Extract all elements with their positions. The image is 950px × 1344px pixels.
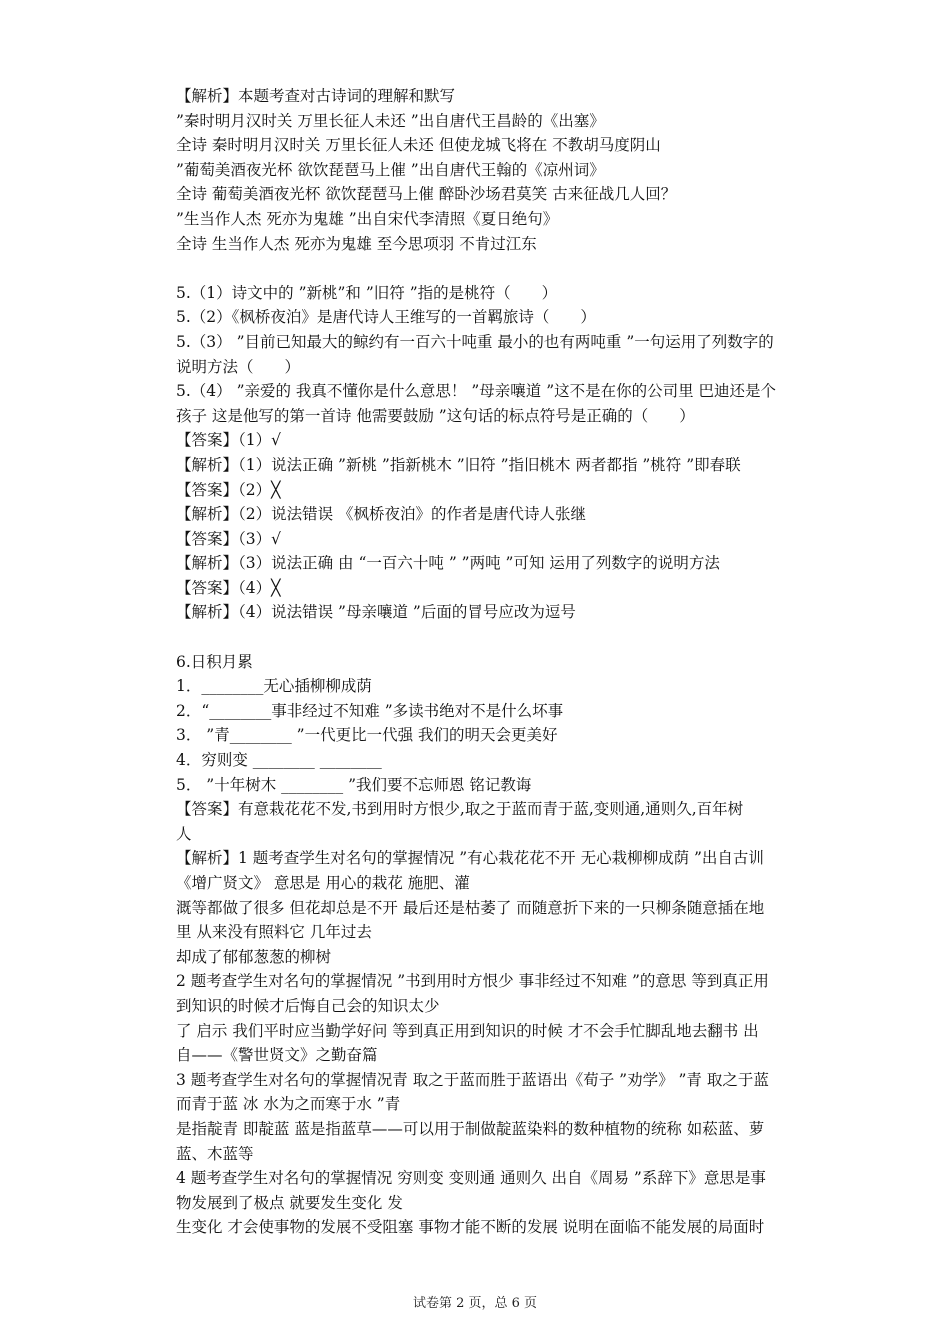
text-line: 里 从来没有照料它 几年过去: [176, 923, 372, 942]
text-line: 孩子 这是他写的第一首诗 他需要鼓励 ”这句话的标点符号是正确的（ ）: [176, 406, 695, 425]
text-line: 全诗 葡萄美酒夜光杯 欲饮琵琶马上催 醉卧沙场君莫笑 古来征战几人回？: [176, 185, 677, 204]
text-line: 蓝、木蓝等: [176, 1144, 254, 1163]
text-line: 【解析】（2）说法错误 《枫桥夜泊》的作者是唐代诗人张继: [176, 505, 587, 524]
text-line: 【答案】（2）╳: [176, 480, 281, 499]
text-line: 【答案】（1）√: [176, 431, 281, 450]
text-line: ”生当作人杰 死亦为鬼雄 ”出自宋代李清照《夏日绝句》: [176, 209, 559, 228]
text-line: 2．“________事非经过不知难 ”多读书绝对不是什么坏事: [176, 701, 564, 720]
text-line: 【解析】（4）说法错误 ”母亲嚷道 ”后面的冒号应改为逗号: [176, 603, 576, 622]
text-line: 溉等都做了很多 但花却总是不开 最后还是枯萎了 而随意折下来的一只柳条随意插在地: [176, 898, 765, 917]
text-line: 5． ”十年树木 ________ ”我们要不忘师恩 铭记教诲: [176, 775, 532, 794]
page-footer: 试卷第 2 页，总 6 页: [412, 1296, 538, 1311]
text-line: 2 题考查学生对名句的掌握情况 ”书到用时方恨少 事非经过不知难 ”的意思 等到真正用: [176, 972, 769, 991]
text-line: 自——《警世贤文》之勤奋篇: [176, 1046, 378, 1065]
text-line: ”葡萄美酒夜光杯 欲饮琵琶马上催 ”出自唐代王翰的《凉州词》: [176, 160, 605, 179]
poetry-analysis-section: [176, 84, 816, 256]
text-line: 物发展到了极点 就要发生变化 发: [176, 1193, 403, 1212]
text-line: ”秦时明月汉时关 万里长征人未还 ”出自唐代王昌龄的《出塞》: [176, 111, 605, 130]
text-line: 4 题考查学生对名句的掌握情况 穷则变 变则通 通则久 出自《周易 ”系辞下》意思是事: [176, 1169, 766, 1188]
text-line: 5.（4） ”亲爱的 我真不懂你是什么意思！ ”母亲嚷道 ”这不是在你的公司里 巴迪还是个: [176, 382, 777, 401]
question-5-section: [176, 281, 816, 625]
text-line: 《增广贤文》 意思是 用心的栽花 施肥、灌: [176, 874, 470, 892]
section-gap: [176, 625, 816, 650]
question-6-section: [176, 650, 816, 1240]
text-line: 却成了郁郁葱葱的柳树: [176, 947, 332, 966]
text-line: 全诗 生当作人杰 死亦为鬼雄 至今思项羽 不肯过江东: [176, 234, 537, 253]
text-line: 【答案】有意栽花花不发,书到用时方恨少,取之于蓝而青于蓝,变则通,通则久,百年树: [176, 800, 744, 819]
text-line: 说明方法（ ）: [176, 357, 301, 376]
text-line: 【解析】（3）说法正确 由 “一百六十吨 ” ”两吨 ”可知 运用了列数字的说明方法: [176, 554, 720, 573]
text-line: 了 启示 我们平时应当勤学好问 等到真正用到知识的时候 才不会手忙脚乱地去翻书 出: [176, 1021, 759, 1040]
text-line: 5.（1）诗文中的 ”新桃”和 ”旧符 ”指的是桃符（ ）: [176, 283, 558, 302]
text-line: 到知识的时候才后悔自己会的知识太少: [176, 996, 440, 1015]
text-line: 而青于蓝 冰 水为之而寒于水 ”青: [176, 1095, 401, 1114]
text-line: 【解析】本题考查对古诗词的理解和默写: [176, 87, 456, 105]
text-line: 是指靛青 即靛蓝 蓝是指蓝草——可以用于制做靛蓝染料的数种植物的统称 如菘蓝、萝: [176, 1119, 765, 1138]
page-content: [176, 84, 816, 1240]
text-line: 人: [176, 824, 192, 843]
text-line: 1．________无心插柳柳成荫: [176, 677, 372, 696]
text-line: 生变化 才会使事物的发展不受阻塞 事物才能不断的发展 说明在面临不能发展的局面时: [176, 1218, 765, 1237]
text-line: 3 题考查学生对名句的掌握情况青 取之于蓝而胜于蓝语出《荀子 ”劝学》 ”青 取之于蓝: [176, 1070, 769, 1089]
text-line: 全诗 秦时明月汉时关 万里长征人未还 但使龙城飞将在 不教胡马度阴山: [176, 136, 661, 155]
text-line: 6.日积月累: [176, 652, 253, 671]
text-line: 【答案】（4）╳: [176, 578, 281, 597]
text-line: 5.（2）《枫桥夜泊》是唐代诗人王维写的一首羁旅诗（ ）: [176, 308, 596, 327]
text-line: 【解析】1 题考查学生对名句的掌握情况 ”有心栽花花不开 无心栽柳柳成荫 ”出自古训: [176, 849, 764, 868]
text-line: 5.（3） ”目前已知最大的鲸约有一百六十吨重 最小的也有两吨重 ”一句运用了列数字的: [176, 332, 774, 351]
text-line: 【答案】（3）√: [176, 529, 281, 548]
section-gap: [176, 256, 816, 281]
text-line: 【解析】（1）说法正确 ”新桃 ”指新桃木 ”旧符 ”指旧桃木 两者都指 ”桃符 ”即春联: [176, 455, 741, 474]
text-line: 4．穷则变 ________ ________: [176, 751, 382, 770]
text-line: 3． ”青________ ”一代更比一代强 我们的明天会更美好: [176, 726, 558, 745]
